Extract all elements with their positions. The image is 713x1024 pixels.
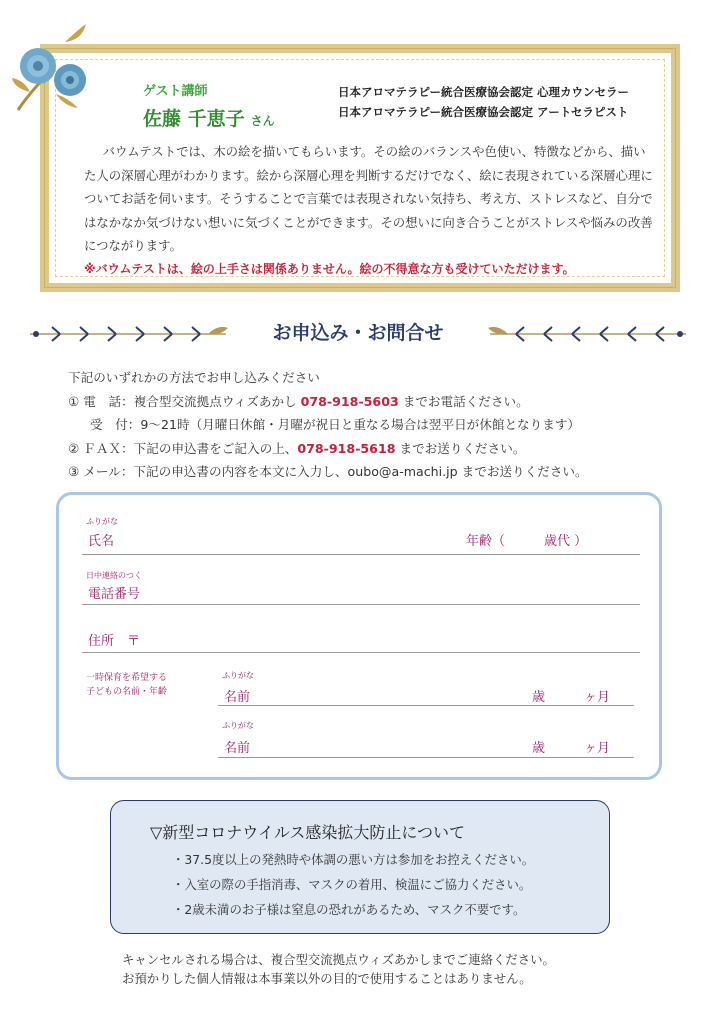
covid-item: ・入室の際の手指消毒、マスクの着用、検温にご協力ください。 (172, 877, 532, 892)
phone-field[interactable] (82, 604, 640, 605)
footer-line: キャンセルされる場合は、複合型交流拠点ウィズあかしまでご連絡ください。 (122, 952, 555, 967)
child1-months-label: ヶ月 (584, 690, 611, 705)
right-vine-icon (486, 320, 686, 348)
child1-name-label: 名前 (224, 690, 251, 705)
guest-credential: 日本アロマテラピー統合医療協会認定 アートセラピスト (338, 105, 629, 119)
contact-intro: 下記のいずれかの方法でお申し込みください (68, 370, 320, 385)
name-furigana: ふりがな (86, 517, 118, 526)
covid-title: ▽新型コロナウイルス感染拡大防止について (150, 823, 466, 842)
child1-furigana: ふりがな (222, 671, 254, 680)
guest-honorific: さん (250, 114, 275, 128)
guest-credential: 日本アロマテラピー統合医療協会認定 心理カウンセラー (338, 85, 630, 99)
child2-name-label: 名前 (224, 741, 251, 756)
phone-number-link[interactable]: 078-918-5603 (300, 393, 399, 409)
mail-address-link[interactable]: oubo@a-machi.jp (347, 464, 458, 479)
covid-item: ・37.5度以上の発熱時や体調の悪い方は参加をお控えください。 (172, 852, 535, 867)
contact-title: お申込み・お問合せ (272, 322, 444, 344)
name-field[interactable] (82, 554, 640, 555)
phone-label: 電話番号 (88, 587, 141, 602)
mail-line (68, 460, 698, 484)
mail-prefix: ③ メール：下記の申込書の内容を本文に入力し、 (68, 464, 348, 479)
child2-months-label: ヶ月 (584, 741, 611, 756)
fax-number-link[interactable]: 078-918-5618 (297, 440, 396, 456)
covid-item: ・2歳未満のお子様は窒息の恐れがあるため、マスク不要です。 (172, 902, 526, 917)
hours-line: 受 付：9～21時（月曜日休館・月曜が祝日と重なる場合は翌平日が休館となります） (90, 417, 581, 432)
rose-decoration-icon (10, 22, 90, 114)
child1-field[interactable] (218, 705, 634, 706)
footer-line: お預かりした個人情報は本事業以外の目的で使用することはありません。 (122, 971, 532, 986)
child2-furigana: ふりがな (222, 721, 254, 730)
child1-years-label: 歳 (532, 690, 546, 705)
fax-line (68, 437, 698, 461)
guest-name (143, 104, 275, 131)
phone-hint: 日中連絡のつく (86, 571, 142, 580)
phone-line (68, 390, 698, 414)
phone-suffix: までお電話ください。 (398, 393, 529, 409)
name-label: 氏名 (88, 534, 115, 549)
address-label: 住所 〒 (88, 634, 141, 649)
age-label: 年齢（ 歳代 ） (466, 534, 588, 549)
child2-years-label: 歳 (532, 741, 546, 756)
child-label-line2: 子どもの名前・年齢 (86, 687, 168, 697)
guest-label: ゲスト講師 (143, 84, 208, 99)
fax-prefix: ② ＦＡＸ：下記の申込書をご記入の上、 (68, 440, 298, 456)
guest-bio (84, 140, 654, 281)
bio-note: ※バウムテストは、絵の上手さは関係ありません。絵の不得意な方も受けていただけます。 (84, 261, 575, 276)
address-field[interactable] (82, 652, 640, 653)
child2-field[interactable] (218, 757, 634, 758)
mail-suffix: までお送りください。 (457, 464, 588, 479)
bio-text: バウムテストでは、木の絵を描いてもらいます。その絵のバランスや色使い、特徴などから、描いた人の深層心理がわかります。絵から深層心理を判断するだけでなく、絵に表現されている深層心理についてお話を伺います。そうすることで言葉では表現されない気持ち、考え方、ストレスなど、自分ではなかなか気づけない想いに気づくことができます。その想いに向き合うことがストレスや悩みの改善につながります。 (84, 144, 653, 253)
contact-methods (68, 366, 698, 484)
fax-suffix: までお送りください。 (395, 440, 526, 456)
phone-prefix: ① 電 話：複合型交流拠点ウィズあかし (68, 393, 301, 409)
left-vine-icon (30, 320, 230, 348)
guest-name-text: 佐藤 千恵子 (143, 108, 245, 130)
child-label-line1: 一時保育を希望する (86, 673, 168, 683)
